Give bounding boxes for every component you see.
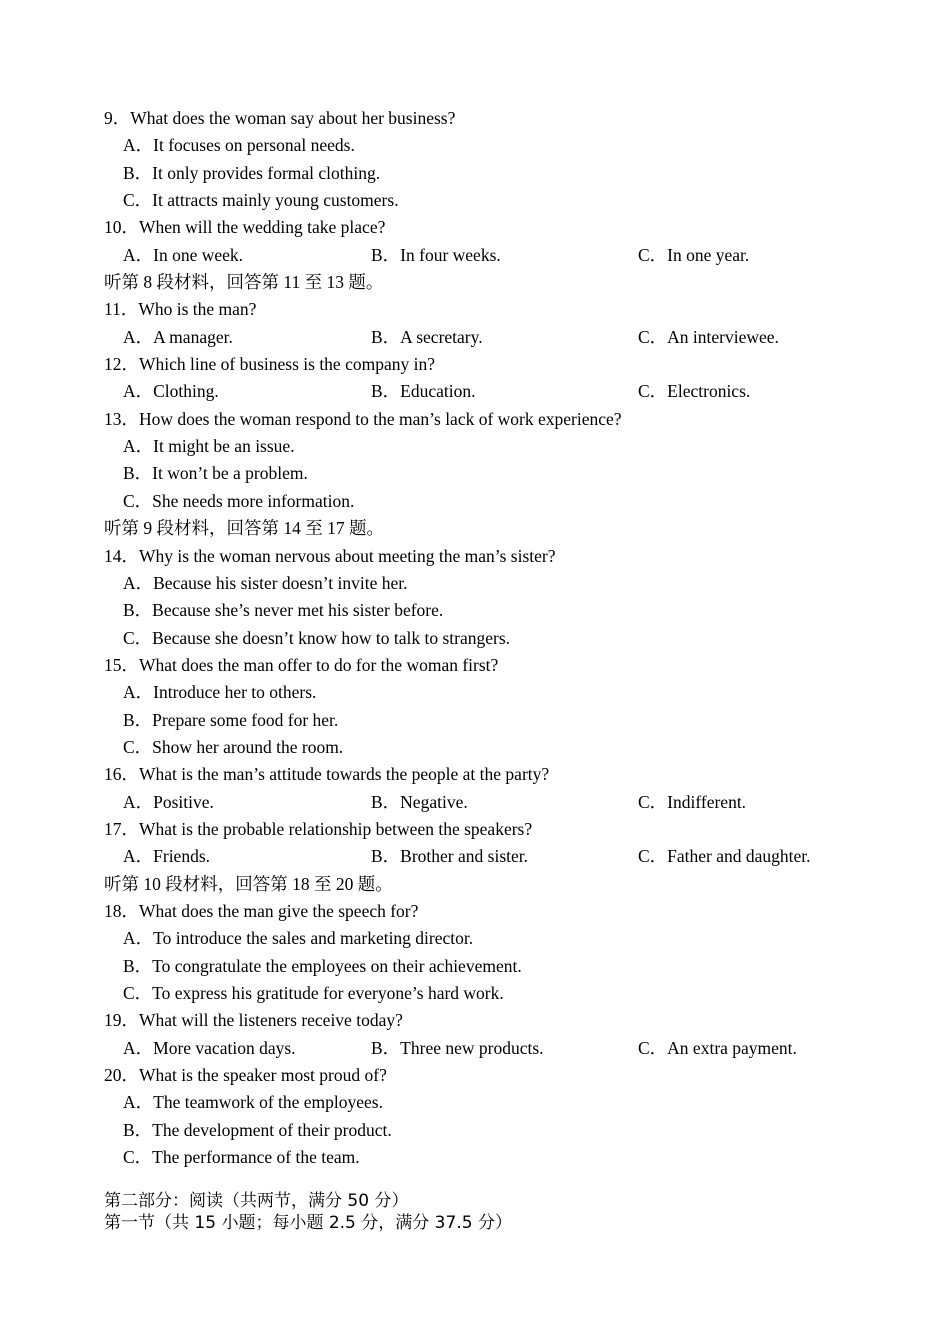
question-17: 17．What is the probable relationship between the speakers?	[104, 818, 533, 839]
q9-option-c: C．It attracts mainly young customers.	[123, 190, 399, 211]
q19-option-b: B．Three new products.	[371, 1037, 544, 1058]
instruction-passage-9: 听第 9 段材料，回答第 14 至 17 题。	[104, 518, 384, 539]
q11-option-b: B．A secretary.	[371, 326, 483, 347]
question-14: 14．Why is the woman nervous about meeting the man’s sister?	[104, 545, 556, 566]
question-12: 12．Which line of business is the company in?	[104, 354, 435, 375]
q19-options	[104, 1035, 864, 1062]
q12-options	[104, 378, 864, 405]
q14-option-a: A．Because his sister doesn’t invite her.	[123, 572, 408, 593]
q12-option-c: C．Electronics.	[638, 381, 751, 402]
question-13: 13．How does the woman respond to the man’s lack of work experience?	[104, 408, 622, 429]
instruction-passage-10: 听第 10 段材料，回答第 18 至 20 题。	[104, 873, 393, 894]
q16-options	[104, 789, 864, 816]
q13-option-a: A．It might be an issue.	[123, 436, 295, 457]
question-19: 19．What will the listeners receive today?	[104, 1010, 403, 1031]
q16-option-c: C．Indifferent.	[638, 791, 747, 812]
q10-options	[104, 242, 864, 269]
q18-option-a: A．To introduce the sales and marketing director.	[123, 928, 474, 949]
q15-option-c: C．Show her around the room.	[123, 736, 344, 757]
question-9: 9．What does the woman say about her business?	[104, 108, 456, 128]
q10-option-b: B．In four weeks.	[371, 244, 501, 265]
q17-option-a: A．Friends.	[123, 846, 211, 867]
instruction-passage-8: 听第 8 段材料，回答第 11 至 13 题。	[104, 272, 384, 293]
question-11: 11．Who is the man?	[104, 299, 257, 320]
q17-options	[104, 843, 864, 870]
q15-option-b: B．Prepare some food for her.	[123, 709, 339, 730]
q19-option-a: A．More vacation days.	[123, 1037, 296, 1058]
question-16: 16．What is the man’s attitude towards the people at the party?	[104, 764, 550, 785]
question-15: 15．What does the man offer to do for the woman first?	[104, 654, 499, 675]
question-20: 20．What is the speaker most proud of?	[104, 1065, 387, 1086]
reading-section-header	[104, 1190, 512, 1234]
q20-option-b: B．The development of their product.	[123, 1119, 392, 1140]
q17-option-c: C．Father and daughter.	[638, 846, 811, 867]
listening-questions	[104, 105, 864, 1171]
q12-option-a: A．Clothing.	[123, 381, 219, 402]
q11-options	[104, 324, 864, 351]
q14-option-c: C．Because she doesn’t know how to talk to strangers.	[123, 627, 511, 648]
q12-option-b: B．Education.	[371, 381, 476, 402]
q20-option-a: A．The teamwork of the employees.	[123, 1092, 383, 1113]
q13-option-b: B．It won’t be a problem.	[123, 463, 308, 484]
q15-option-a: A．Introduce her to others.	[123, 682, 317, 703]
q11-option-a: A．A manager.	[123, 326, 233, 347]
section-one-heading: 第一节（共 15 小题；每小题 2.5 分，满分 37.5 分）	[104, 1213, 512, 1233]
q9-option-b: B．It only provides formal clothing.	[123, 162, 381, 183]
question-18: 18．What does the man give the speech for?	[104, 900, 419, 921]
q16-option-b: B．Negative.	[371, 791, 468, 812]
q9-option-a: A．It focuses on personal needs.	[123, 135, 355, 156]
q20-option-c: C．The performance of the team.	[123, 1147, 360, 1168]
question-10: 10．When will the wedding take place?	[104, 217, 386, 238]
q14-option-b: B．Because she’s never met his sister before.	[123, 600, 444, 621]
q13-option-c: C．She needs more information.	[123, 490, 355, 511]
part-two-heading: 第二部分：阅读（共两节，满分 50 分）	[104, 1191, 409, 1211]
q19-option-c: C．An extra payment.	[638, 1037, 797, 1058]
q10-option-c: C．In one year.	[638, 244, 750, 265]
q10-option-a: A．In one week.	[123, 244, 244, 265]
q17-option-b: B．Brother and sister.	[371, 846, 528, 867]
q11-option-c: C．An interviewee.	[638, 326, 779, 347]
q18-option-b: B．To congratulate the employees on their achievement.	[123, 955, 522, 976]
q18-option-c: C．To express his gratitude for everyone’s hard work.	[123, 983, 504, 1003]
q16-option-a: A．Positive.	[123, 791, 214, 812]
